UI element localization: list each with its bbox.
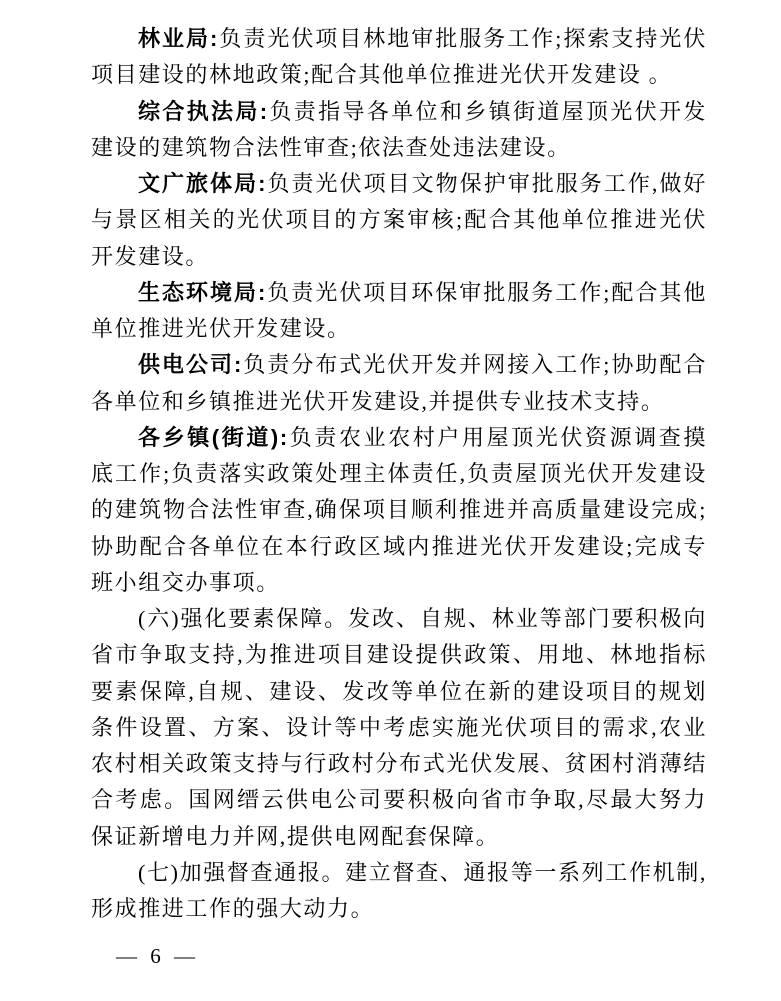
paragraph-text: 负责光伏项目环保审批服务工作;配合其他单位推进光伏开发建设。 (91, 279, 707, 341)
paragraph-lead: 综合执法局: (138, 98, 269, 124)
paragraph-section-seven (91, 855, 707, 928)
paragraph-power-supply-company (91, 347, 707, 420)
paragraph-ecology-environment-bureau (91, 275, 707, 348)
paragraph-text: (七)加强督查通报。建立督查、通报等一系列工作机制,形成推进工作的强大动力。 (91, 859, 707, 921)
paragraph-townships-streets (91, 420, 707, 601)
paragraph-culture-tourism-bureau (91, 166, 707, 275)
paragraph-comprehensive-law-enforcement-bureau (91, 94, 707, 167)
paragraph-text: 负责分布式光伏开发并网接入工作;协助配合各单位和乡镇推进光伏开发建设,并提供专业技术支持。 (91, 352, 707, 414)
paragraph-text: 负责农业农村户用屋顶光伏资源调查摸底工作;负责落实政策处理主体责任,负责屋顶光伏开发建设的建筑物合法性审查,确保项目顺利推进并高质量建设完成;协助配合各单位在本行政区域内推进光伏开发建设;完成专班小组交办事项。 (91, 424, 708, 595)
paragraph-lead: 林业局: (138, 26, 219, 51)
paragraph-lead: 生态环境局: (138, 279, 267, 305)
paragraph-text: 负责光伏项目文物保护审批服务工作,做好与景区相关的光伏项目的方案审核;配合其他单位推进光伏开发建设。 (91, 171, 707, 269)
paragraph-lead: 各乡镇(街道): (138, 424, 289, 450)
paragraph-section-six (91, 601, 707, 855)
paragraph-forestry-bureau (91, 21, 707, 94)
page-number: — 6 — (116, 944, 199, 968)
paragraph-text: 负责指导各单位和乡镇街道屋顶光伏开发建设的建筑物合法性审查;依法查处违法建设。 (91, 98, 707, 160)
paragraph-lead: 供电公司: (138, 352, 243, 378)
document-body (91, 21, 707, 927)
paragraph-text: 负责光伏项目林地审批服务工作;探索支持光伏项目建设的林地政策;配合其他单位推进光伏开发建设 。 (91, 26, 707, 88)
paragraph-text: (六)强化要素保障。发改、自规、林业等部门要积极向省市争取支持,为推进项目建设提供政策、用地、林地指标要素保障,自规、建设、发改等单位在新的建设项目的规划条件设置、方案、设计等中考虑实施光伏项目的需求,农业农村相关政策支持与行政村分布式光伏发展、贫困村消薄结合考虑。国网缙云供电公司要积极向省市争取,尽最大努力保证新增电力并网,提供电网配套保障。 (91, 606, 707, 849)
paragraph-lead: 文广旅体局: (138, 171, 268, 196)
